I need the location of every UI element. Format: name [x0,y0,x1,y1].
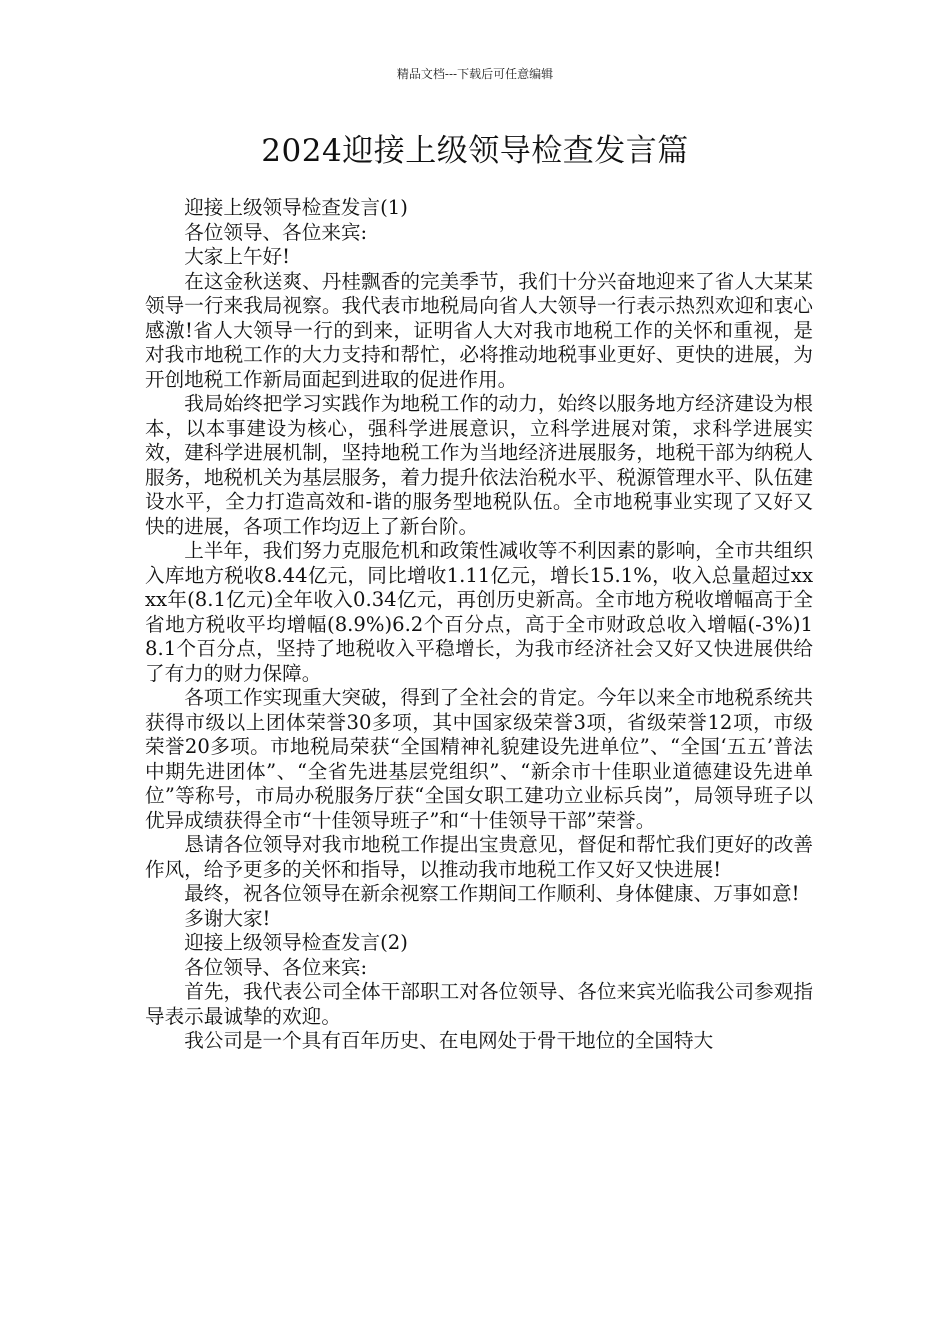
section-heading-1: 迎接上级领导检查发言(1) [184,196,408,219]
section-heading-2: 迎接上级领导检查发言(2) [184,931,408,954]
paragraph-work-overview: 我局始终把学习实践作为地税工作的动力，始终以服务地方经济建设为根本，以本事建设为核心，强科学进展意识，立科学进展对策，求科学进展实效，建科学进展机制，坚持地税工作为当地经济进展服务，地税干部为纳税人服务，地税机关为基层服务，着力提升依法治税水平、税源管理水平、队伍建设水平，全力打造高效和-谐的服务型地税队伍。全市地税事业实现了又好又快的进展，各项工作均迈上了新台阶。 [145,392,813,538]
greeting: 大家上午好! [184,245,291,268]
paragraph-company-intro: 我公司是一个具有百年历史、在电网处于骨干地位的全国特大 [184,1029,714,1052]
paragraph-welcome: 在这金秋送爽、丹桂飘香的完美季节，我们十分兴奋地迎来了省人大某某领导一行来我局视察。我代表市地税局向省人大领导一行表示热烈欢迎和衷心感激!省人大领导一行的到来，证明省人大对我市地税工作的关怀和重视，是对我市地税工作的大力支持和帮忙，必将推动地税事业更好、更快的进展，为开创地税工作新局面起到进取的促进作用。 [145,269,813,391]
paragraph-honors: 各项工作实现重大突破，得到了全社会的肯定。今年以来全市地税系统共获得市级以上团体荣誉30多项，其中国家级荣誉3项，省级荣誉12项，市级荣誉20多项。市地税局荣获“全国精神礼貌建设先进单位”、“全国‘五五’普法中期先进团体”、“全省先进基层党组织”、“新余市十佳职业道德建设先进单位”等称号，市局办税服务厅获“全国女职工建功立业标兵岗”，局领导班子以优异成绩获得全市“十佳领导班子”和“十佳领导干部”荣誉。 [145,686,813,832]
paragraph-thanks: 多谢大家! [184,906,271,930]
page-header-watermark: 精品文档---下载后可任意编辑 [396,67,554,81]
document-body [145,196,813,1054]
paragraph-revenue: 上半年，我们努力克服危机和政策性减收等不利因素的影响，全市共组织入库地方税收8.44亿元，同比增收1.11亿元，增长15.1%，收入总量超过xxxx年(8.1亿元)全年收入0.34亿元，再创历史新高。全市地方税收增幅高于全省地方税收平均增幅(8.9%)6.2个百分点，高于全市财政总收入增幅(-3%)18.1个百分点，坚持了地税收入平稳增长，为我市经济社会又好又快进展供给了有力的财力保障。 [145,539,813,685]
paragraph-welcome-2: 首先，我代表公司全体干部职工对各位领导、各位来宾光临我公司参观指导表示最诚挚的欢迎。 [145,980,813,1028]
salutation: 各位领导、各位来宾: [184,220,368,244]
document-title: 2024迎接上级领导检查发言篇 [261,133,689,169]
salutation-2: 各位领导、各位来宾: [184,955,368,979]
paragraph-wishes: 最终，祝各位领导在新余视察工作期间工作顺利、身体健康、万事如意! [184,882,800,905]
paragraph-request: 恳请各位领导对我市地税工作提出宝贵意见，督促和帮忙我们更好的改善作风，给予更多的关怀和指导，以推动我市地税工作又好又快进展! [145,833,813,881]
